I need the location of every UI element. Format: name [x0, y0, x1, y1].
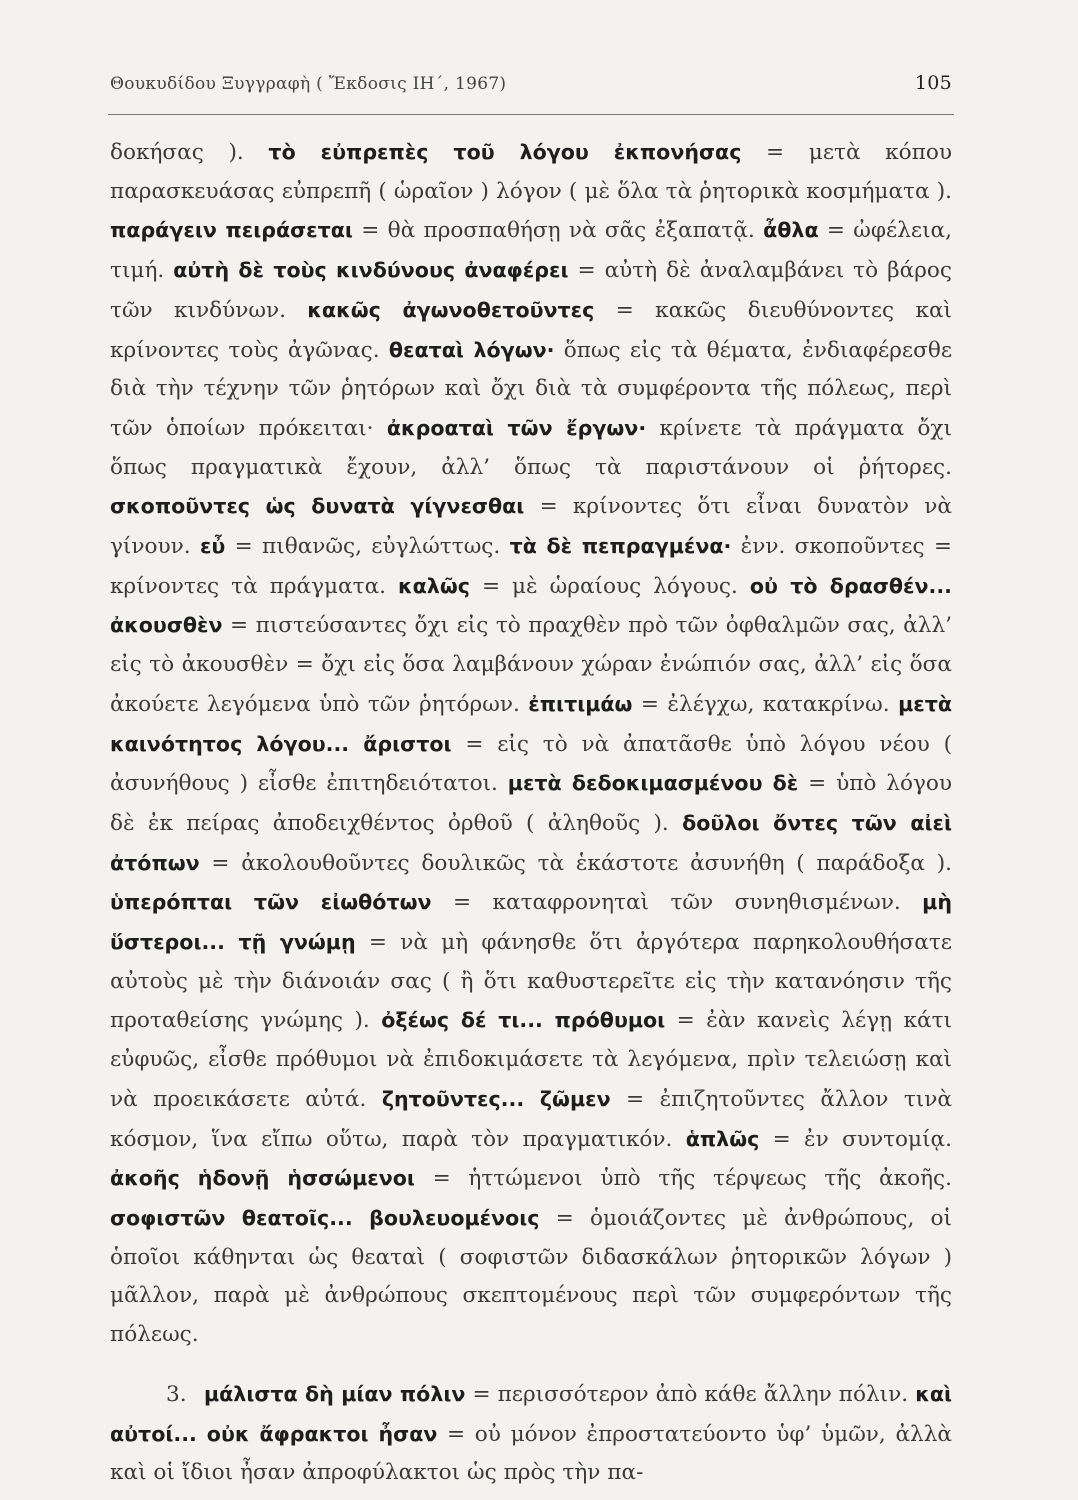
lemma-term: ἀκροαταὶ τῶν ἔργων·: [386, 415, 647, 440]
gloss-text: = πιθανῶς, εὐγλώττως.: [225, 534, 510, 560]
gloss-text: ἐνν. σκοποῦντες = κρίνοντες τὰ πράγματα.: [110, 534, 952, 599]
gloss-text: ὅπως εἰς τὰ θέματα, ἐνδιαφέρεσθε διὰ τὴν τέχνην τῶν ῥητόρων καὶ ὄχι διὰ τὰ συμφέροντα τῆς πόλεως, περὶ τῶν ὁποίων πρόκειται·: [110, 337, 953, 441]
lemma-term: ἀκοῆς ἡδονῇ ἡσσώμενοι: [110, 1166, 415, 1191]
gloss-text: = μὲ ὡραίους λόγους.: [469, 573, 750, 599]
lemma-term: μὴ ὕστεροι... τῇ γνώμῃ: [110, 890, 952, 955]
lemma-term: θεαταὶ λόγων·: [388, 337, 555, 362]
gloss-text: = ἡττώμενοι ὑπὸ τῆς τέρψεως τῆς ἀκοῆς.: [414, 1166, 952, 1192]
lemma-term: τὸ εὐπρεπὲς τοῦ λόγου ἐκπονήσας: [268, 140, 742, 164]
lemma-term: ὑπερόπται τῶν εἰωθότων: [110, 890, 432, 915]
lemma-term: οὐ τὸ δρασθέν... ἀκουσθὲν: [110, 573, 952, 638]
gloss-text: = ἐπιζητοῦντες ἄλλον τινὰ κόσμον, ἵνα εἴπω οὕτω, παρὰ τὸν πραγματικόν.: [110, 1086, 952, 1152]
lemma-term: αὐτὴ δὲ τοὺς κινδύνους ἀναφέρει: [173, 258, 569, 283]
lemma-term: μετὰ δεδοκιμασμένου δὲ: [507, 771, 799, 796]
gloss-text: = θὰ προσπαθήσῃ νὰ σᾶς ἐξαπατᾷ.: [352, 218, 764, 244]
lemma-term: ἐπιτιμάω: [528, 691, 633, 716]
lemma-term: δοῦλοι ὄντες τῶν αἰεὶ ἀτόπων: [110, 810, 952, 875]
gloss-text: = κρίνοντες ὅτι εἶναι δυνατὸν νὰ γίνουν.: [110, 494, 953, 560]
section-number: 3.: [166, 1381, 187, 1407]
lemma-term: μετὰ καινότητος λόγου... ἄριστοι: [110, 691, 952, 756]
page-number: 105: [914, 72, 952, 94]
gloss-text: = νὰ μὴ φάνησθε ὅτι ἀργότερα παρηκολουθήσατε αὐτοὺς μὲ τὴν διάνοιάν σας ( ἢ ὅτι καθυστερεῖτε εἰς τὴν κατανόησιν τῆς προταθείσης γνώμης ).: [110, 930, 952, 1034]
lemma-term: τὰ δὲ πεπραγμένα·: [509, 534, 732, 559]
gloss-text: = μετὰ κόπου παρασκευάσας εὐπρεπῆ ( ὡραῖον ) λόγον ( μὲ ὅλα τὰ ῥητορικὰ κοσμήματα ).: [110, 140, 952, 204]
gloss-text: = ὁμοιάζοντες μὲ ἀνθρώπους, οἱ ὁποῖοι κάθηνται ὡς θεαταὶ ( σοφιστῶν διδασκάλων ῥητορικῶν λόγων ) μᾶλλον, παρὰ μὲ ἀνθρώπους σκεπτομένους περὶ τῶν συμφερόντων τῆς πόλεως.: [110, 1205, 953, 1348]
gloss-text: = περισσότερον ἀπὸ κάθε ἄλλην πόλιν.: [465, 1381, 916, 1407]
lemma-term: κακῶς ἀγωνοθετοῦντες: [307, 297, 595, 322]
lemma-term: ἁπλῶς: [685, 1126, 760, 1151]
gloss-text: = ἐλέγχω, κατακρίνω.: [632, 691, 899, 717]
lemma-term: ἆθλα: [763, 218, 819, 243]
gloss-text: = αὐτὴ δὲ ἀναλαμβάνει τὸ βάρος τῶν κινδύνων.: [110, 258, 952, 323]
lemma-term: ὀξέως δέ τι... πρόθυμοι: [381, 1008, 666, 1033]
paragraph-commentary-3: [110, 1375, 952, 1493]
gloss-text: = ἐὰν κανεὶς λέγῃ κάτι εὐφυῶς, εἶσθε πρόθυμοι νὰ ἐπιδοκιμάσετε τὰ λεγόμενα, πρὶν τελειώσῃ καὶ νὰ προεικάσετε αὐτά.: [110, 1008, 953, 1112]
gloss-text: = ὑπὸ λόγου δὲ ἐκ πείρας ἀποδειχθέντος ὀρθοῦ ( ἀληθοῦς ).: [110, 771, 952, 836]
lemma-term: ζητοῦντες... ζῶμεν: [381, 1086, 611, 1111]
lemma-term: εὖ: [199, 534, 226, 559]
paragraph-commentary-2: [110, 133, 952, 1355]
gloss-text: = καταφρονηταὶ τῶν συνηθισμένων.: [431, 890, 923, 916]
lemma-term: παράγειν πειράσεται: [110, 218, 353, 243]
gloss-text: = ἐν συντομίᾳ.: [759, 1126, 952, 1152]
lemma-term: σοφιστῶν θεατοῖς... βουλευομένοις: [110, 1205, 540, 1230]
gloss-text: δοκήσας ).: [110, 140, 269, 165]
lemma-term: καὶ αὐτοί... οὐκ ἄφρακτοι ἦσαν: [110, 1381, 952, 1446]
gloss-text: = ὠφέλεια, τιμή.: [110, 218, 952, 284]
running-header: [110, 72, 952, 94]
lemma-term: σκοποῦντες ὡς δυνατὰ γίγνεσθαι: [110, 494, 525, 519]
gloss-text: κρίνετε τὰ πράγματα ὄχι ὅπως πραγματικὰ ἔχουν, ἀλλ’ ὅπως τὰ παριστάνουν οἱ ῥήτορες.: [110, 415, 952, 480]
commentary-body: [110, 133, 952, 1493]
gloss-text: = εἰς τὸ νὰ ἀπατᾶσθε ὑπὸ λόγου νέου ( ἀσυνήθους ) εἶσθε ἐπιτηδειότατοι.: [110, 731, 952, 797]
gloss-text: = ἀκολουθοῦντες δουλικῶς τὰ ἑκάστοτε ἀσυνήθη ( παράδοξα ).: [199, 850, 952, 876]
lemma-term: καλῶς: [398, 573, 470, 598]
header-rule: [108, 114, 954, 115]
gloss-text: = πιστεύσαντες ὄχι εἰς τὸ πραχθὲν πρὸ τῶν ὀφθαλμῶν σας, ἀλλ’ εἰς τὸ ἀκουσθὲν = ὄχι εἰς ὅσα λαμβάνουν χώραν ἐνώπιόν σας, ἀλλ’ εἰς ὅσα ἀκούετε λεγόμενα ὑπὸ τῶν ῥητόρων.: [110, 613, 952, 717]
gloss-text: = οὐ μόνον ἐπροστατεύοντο ὑφ’ ὑμῶν, ἀλλὰ καὶ οἱ ἴδιοι ἦσαν ἀπροφύλακτοι ὡς πρὸς τὴν πα-: [110, 1421, 952, 1486]
running-title: Θουκυδίδου Ξυγγραφὴ ( Ἔκδοσις ΙΗ΄, 1967): [110, 74, 507, 94]
gloss-text: = κακῶς διευθύνοντες καὶ κρίνοντες τοὺς ἀγῶνας.: [110, 297, 952, 363]
lemma-term: μάλιστα δὴ μίαν πόλιν: [204, 1381, 466, 1406]
